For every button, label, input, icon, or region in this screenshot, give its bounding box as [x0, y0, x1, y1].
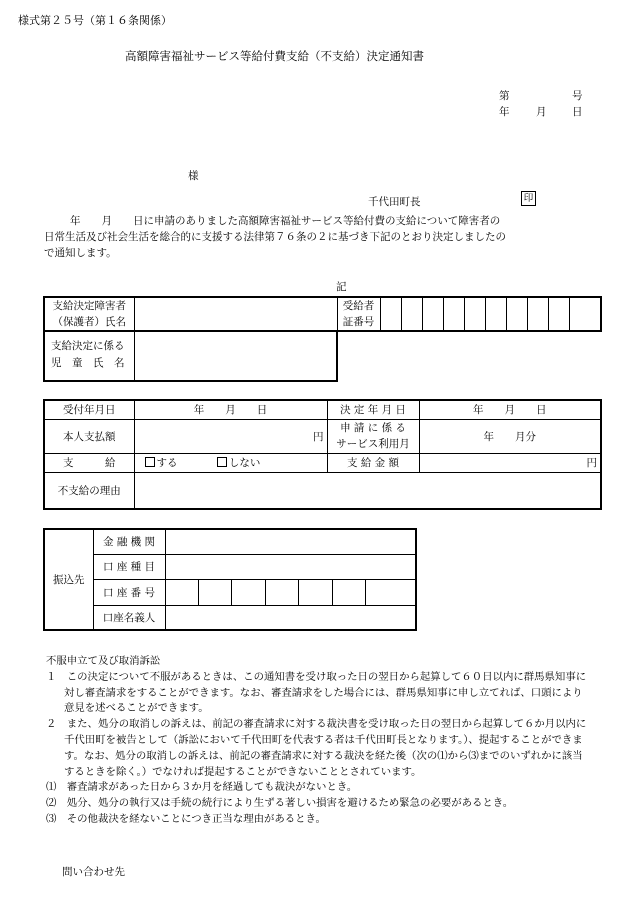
notes-sub-3: ⑶ その他裁決を経ないことにつき正当な理由があるとき。	[46, 812, 326, 825]
cert-digit-cell[interactable]	[569, 297, 601, 331]
name-field[interactable]	[134, 297, 337, 331]
payment-yes-option[interactable]: する	[145, 457, 178, 469]
notes-sub-2: ⑵ 処分、処分の執行又は手続の続行により生ずる著しい損害を避けるため緊急の必要があるとき。	[46, 797, 514, 810]
document-title: 高額障害福祉サービス等給付費支給（不支給）決定通知書	[125, 49, 424, 63]
receipt-date-field[interactable]: 年 月 日	[134, 400, 327, 419]
recipient-table	[43, 296, 602, 332]
notes-sub-1: ⑴ 審査請求があった日から３か月を経過しても裁決がないとき。	[46, 781, 358, 794]
date-month: 月	[536, 106, 547, 118]
amount-field[interactable]	[419, 453, 601, 472]
account-digit-cell[interactable]	[299, 579, 332, 605]
child-name-field[interactable]	[134, 330, 337, 381]
reason-field[interactable]	[134, 472, 601, 509]
self-pay-field[interactable]	[134, 419, 327, 453]
account-type-label: 口 座 種 目	[93, 554, 165, 579]
amount-label: 支 給 金 額	[327, 453, 419, 472]
cert-digit-cell[interactable]	[422, 297, 443, 331]
transfer-label: 振込先	[44, 529, 93, 630]
service-month-field[interactable]: 年 月分	[419, 419, 601, 453]
body-line-1: 年 月 日に申請のありました高額障害福祉サービス等給付費の支給について障害者の	[70, 215, 501, 227]
yen-unit: 円	[313, 430, 324, 443]
issuer-name: 千代田町長	[368, 196, 421, 208]
body-line-3: で通知します。	[44, 247, 117, 260]
decision-date-field[interactable]: 年 月 日	[419, 400, 601, 419]
payment-no-option[interactable]: しない	[217, 457, 261, 469]
body-line-2: 日常生活及び社会生活を総合的に支援する法律第７６条の２に基づき下記のとおり決定しましたの	[44, 231, 506, 244]
account-holder-label: 口座名義人	[93, 605, 165, 630]
cert-digit-cell[interactable]	[380, 297, 401, 331]
reason-label: 不支給の理由	[44, 472, 134, 509]
account-digit-cell[interactable]	[198, 579, 231, 605]
number-prefix: 第	[499, 90, 510, 102]
account-digit-cell[interactable]	[165, 579, 198, 605]
contact-label: 問い合わせ先	[62, 866, 125, 878]
body-text	[44, 213, 604, 262]
account-holder-field[interactable]	[165, 605, 416, 630]
payment-label: 支 給	[44, 453, 134, 472]
cert-digit-cell[interactable]	[506, 297, 527, 331]
notes-heading: 不服申立て及び取消訴訟	[46, 655, 161, 667]
transfer-table	[43, 528, 417, 631]
date-day: 日	[572, 106, 583, 118]
seal-mark: 印	[521, 191, 536, 206]
cert-label: 受給者 証番号	[337, 297, 380, 331]
account-digit-cell[interactable]	[232, 579, 265, 605]
account-digit-cell[interactable]	[366, 579, 416, 605]
cert-digit-cell[interactable]	[464, 297, 485, 331]
name-label: 支給決定障害者 （保護者）氏名	[44, 297, 134, 331]
decision-date-label: 決 定 年 月 日	[327, 400, 419, 419]
account-type-field[interactable]	[165, 554, 416, 579]
self-pay-label: 本人支払額	[44, 419, 134, 453]
number-suffix: 号	[572, 90, 583, 102]
date-year: 年	[499, 106, 510, 118]
decision-table	[43, 399, 602, 510]
recipient-honorific: 様	[188, 170, 199, 182]
account-digit-cell[interactable]	[265, 579, 298, 605]
cert-digit-cell[interactable]	[548, 297, 569, 331]
child-table	[43, 330, 338, 382]
receipt-date-label: 受付年月日	[44, 400, 134, 419]
appeal-notes	[46, 654, 591, 828]
cert-digit-cell[interactable]	[443, 297, 464, 331]
cert-digit-cell[interactable]	[485, 297, 506, 331]
checkbox-icon[interactable]	[145, 457, 155, 467]
payment-options	[134, 453, 327, 472]
bank-label: 金 融 機 関	[93, 529, 165, 554]
account-number-label: 口 座 番 号	[93, 579, 165, 605]
checkbox-icon[interactable]	[217, 457, 227, 467]
cert-digit-cell[interactable]	[401, 297, 422, 331]
cert-digit-cell[interactable]	[527, 297, 548, 331]
service-month-label: 申 請 に 係 る サービス利用月	[327, 419, 419, 453]
yen-unit: 円	[586, 457, 597, 469]
child-label: 支給決定に係る 児 童 氏 名	[44, 330, 134, 381]
ki-heading: 記	[336, 281, 347, 293]
form-number: 様式第２５号（第１６条関係）	[18, 14, 172, 27]
account-digit-cell[interactable]	[332, 579, 365, 605]
bank-field[interactable]	[165, 529, 416, 554]
notes-item-1: １ この決定について不服があるときは、この通知書を受け取った日の翌日から起算して６０日以内に群馬県知事に対し審査請求をすることができます。なお、審査請求をした場合には、群馬県知事に申し立てれば、口頭により意見を述べることができます。	[46, 670, 587, 715]
notes-item-2: ２ また、処分の取消しの訴えは、前記の審査請求に対する裁決書を受け取った日の翌日から起算して６か月以内に千代田町を被告として（訴訟において千代田町を代表する者は千代田町長となります。）、提起することができます。なお、処分の取消しの訴えは、前記の審査請求に対する裁決を経た後（次の⑴から⑶までのいずれかに該当するときを除く。）でなければ提起することができないこととされています。	[46, 718, 587, 778]
